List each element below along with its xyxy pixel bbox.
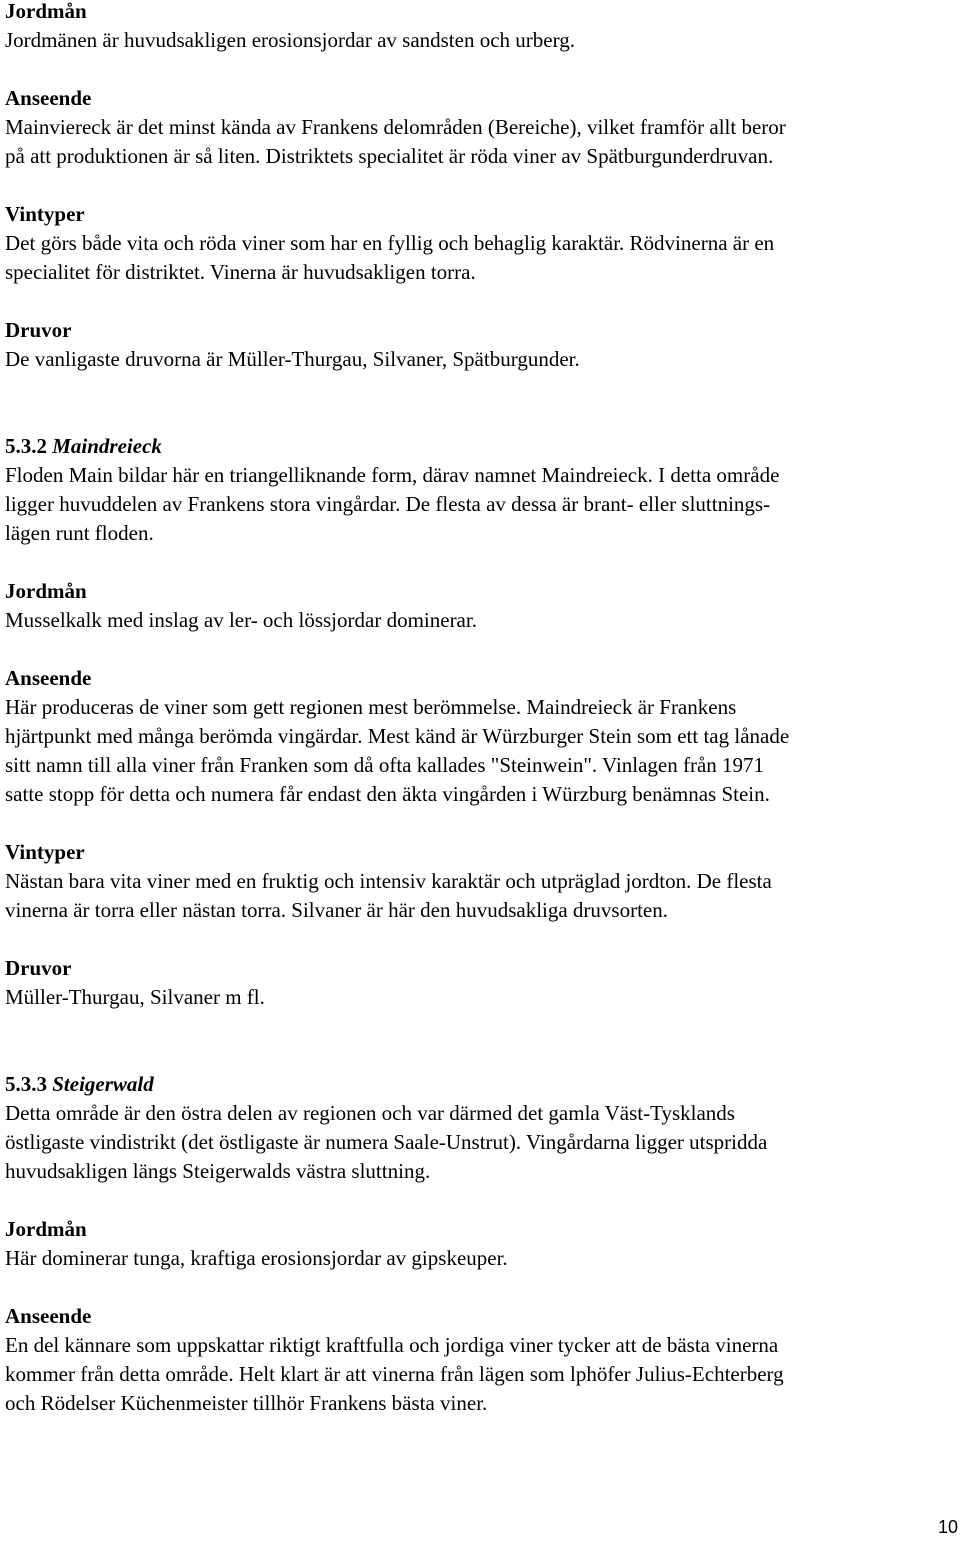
jordman-text: Här dominerar tunga, kraftiga erosionsjordar av gipskeuper.	[5, 1246, 508, 1270]
section-intro-text: Floden Main bildar här en triangelliknande form, därav namnet Maindreieck. I detta område ligger huvuddelen av Frankens stora vingårdar. De flesta av dessa är brant- eller sluttnings- lägen runt floden.	[5, 463, 780, 545]
druvor-heading: Druvor	[5, 318, 72, 342]
section-title: Maindreieck	[52, 434, 162, 458]
jordman-heading: Jordmån	[5, 579, 87, 603]
druvor-text: De vanligaste druvorna är Müller-Thurgau, Silvaner, Spätburgunder.	[5, 347, 580, 371]
jordman-text: Jordmänen är huvudsakligen erosionsjordar av sandsten och urberg.	[5, 28, 575, 52]
section-number: 5.3.3	[5, 1072, 47, 1096]
page-number: 10	[937, 1517, 958, 1537]
druvor-text: Müller-Thurgau, Silvaner m fl.	[5, 985, 265, 1009]
document-page	[5, 0, 955, 1418]
anseende-heading: Anseende	[5, 1304, 92, 1328]
section-heading-steigerwald	[5, 1070, 955, 1099]
anseende-text: Mainviereck är det minst kända av Frankens delområden (Bereiche), vilket framför allt beror på att produktionen är så liten. Distriktets specialitet är röda viner av Spätburgunderdruvan.	[5, 115, 786, 168]
section-number: 5.3.2	[5, 434, 47, 458]
jordman-text: Musselkalk med inslag av ler- och lössjordar dominerar.	[5, 608, 477, 632]
section-intro-text: Detta område är den östra delen av regionen och var därmed det gamla Väst-Tysklands östligaste vindistrikt (det östligaste är numera Saale-Unstrut). Vingårdarna ligger utspridda huvudsakligen längs Steigerwalds västra sluttning.	[5, 1101, 768, 1183]
anseende-heading: Anseende	[5, 666, 92, 690]
jordman-heading: Jordmån	[5, 0, 87, 23]
vintyper-heading: Vintyper	[5, 840, 85, 864]
anseende-heading: Anseende	[5, 86, 92, 110]
vintyper-heading: Vintyper	[5, 202, 85, 226]
jordman-heading: Jordmån	[5, 1217, 87, 1241]
anseende-text: En del kännare som uppskattar riktigt kraftfulla och jordiga viner tycker att de bästa vinerna kommer från detta område. Helt klart är att vinerna från lägen som lphöfer Julius-Echterberg och Rödelser Küchenmeister tillhör Frankens bästa viner.	[5, 1333, 784, 1415]
druvor-heading: Druvor	[5, 956, 72, 980]
anseende-text: Här produceras de viner som gett regionen mest berömmelse. Maindreieck är Frankens hjärtpunkt med många berömda vingärdar. Mest känd är Würzburger Stein som ett tag lånade sitt namn till alla viner från Franken som då ofta kallades "Steinwein". Vinlagen från 1971 satte stopp för detta och numera får endast den äkta vingården i Würzburg benämnas Stein.	[5, 695, 790, 806]
vintyper-text: Nästan bara vita viner med en fruktig och intensiv karaktär och utpräglad jordton. De flesta vinerna är torra eller nästan torra. Silvaner är här den huvudsakliga druvsorten.	[5, 869, 772, 922]
vintyper-text: Det görs både vita och röda viner som har en fyllig och behaglig karaktär. Rödvinerna är en specialitet för distriktet. Vinerna är huvudsakligen torra.	[5, 231, 775, 284]
section-title: Steigerwald	[52, 1072, 154, 1096]
section-heading-maindreieck	[5, 432, 955, 461]
